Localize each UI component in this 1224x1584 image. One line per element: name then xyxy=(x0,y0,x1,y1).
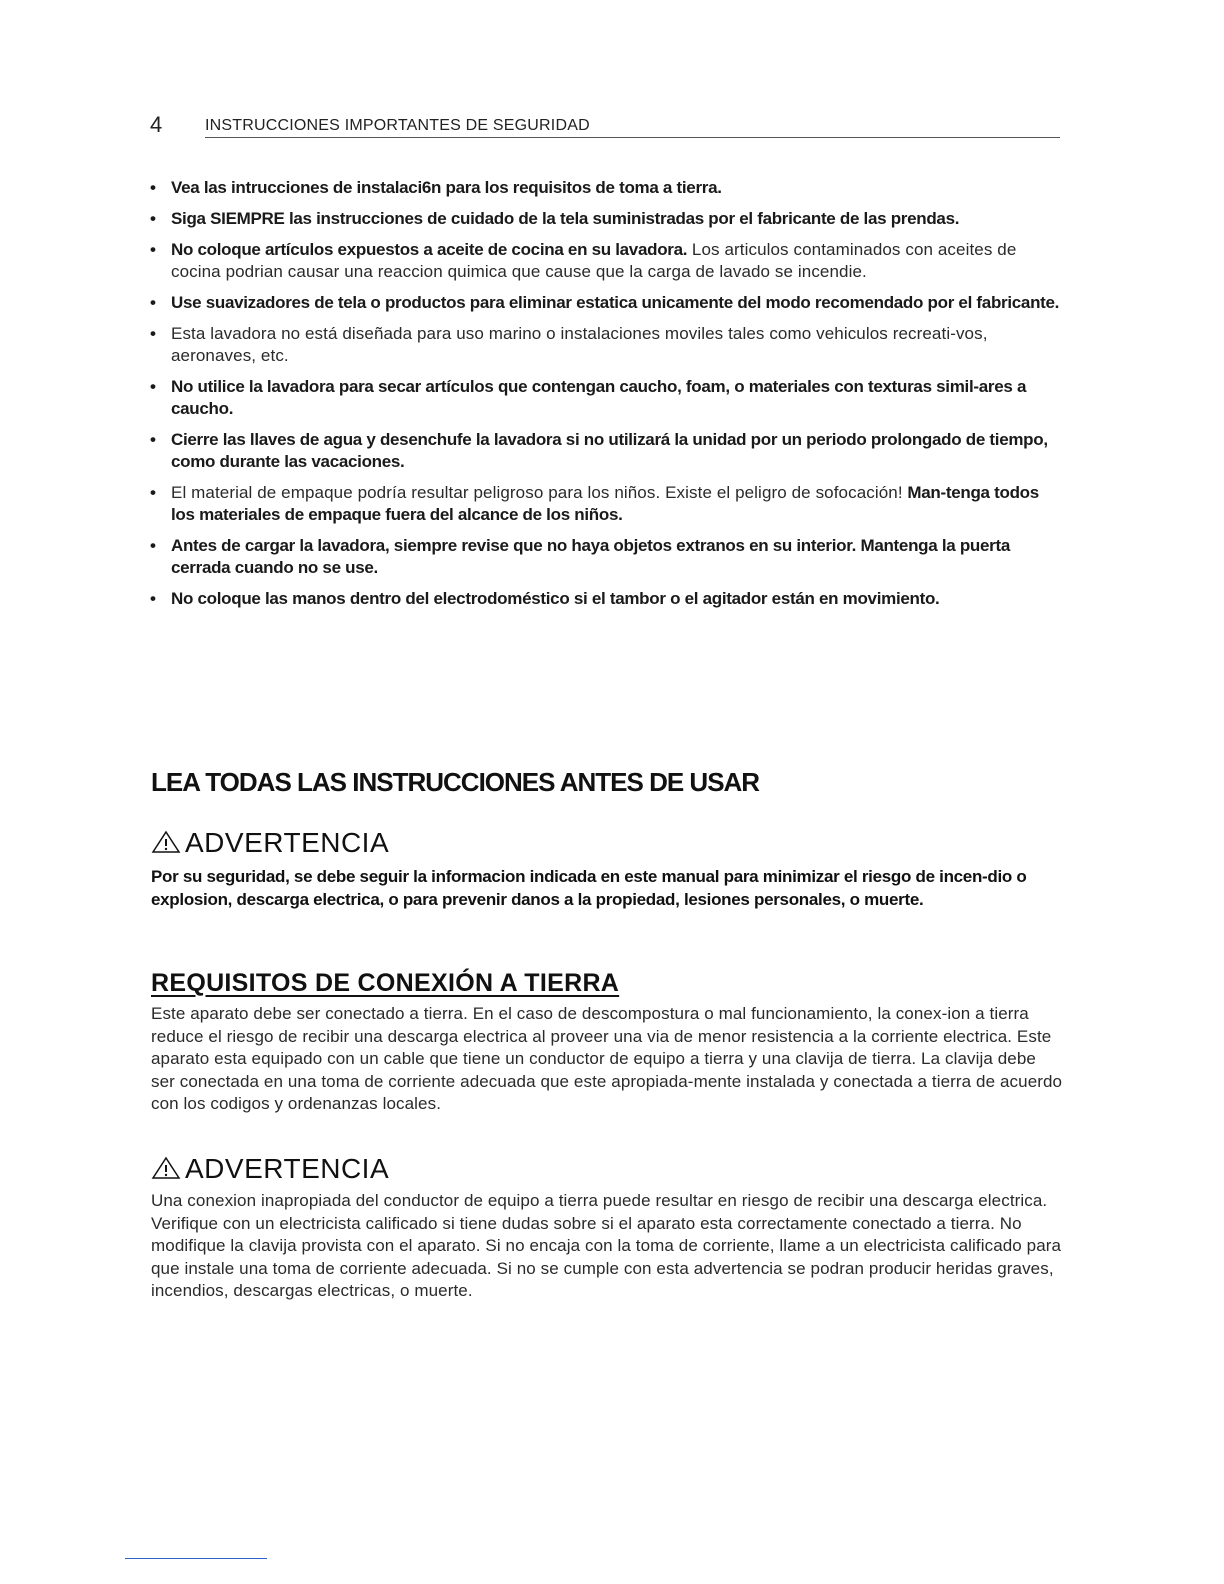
footer-rule xyxy=(125,1558,267,1559)
bullet-bold-text: No utilice la lavadora para secar artículos que contengan caucho, foam, o materiales con texturas simil-ares a caucho. xyxy=(171,377,1027,418)
bullet-icon: • xyxy=(150,324,156,343)
safety-bullet-list xyxy=(150,177,1062,619)
bullet-icon: • xyxy=(150,240,156,259)
bullet-normal-text: Esta lavadora no está diseñada para uso marino o instalaciones moviles tales como vehiculos recreati-vos, aeronaves, etc. xyxy=(171,324,988,365)
warning-text: Por su seguridad, se debe seguir la informacion indicada en este manual para minimizar el riesgo de incen-dio o explosion, descarga electrica, o para prevenir danos a la propiedad, lesiones personales, o muerte. xyxy=(151,867,1027,909)
header-title: INSTRUCCIONES IMPORTANTES DE SEGURIDAD xyxy=(205,117,590,134)
bullet-icon: • xyxy=(150,430,156,449)
warning-title-text: ADVERTENCIA xyxy=(185,1153,390,1184)
warning-text: Una conexion inapropiada del conductor de equipo a tierra puede resultar en riesgo de recibir una descarga electrica. Verifique con un electricista calificado si tiene dudas sobre si el aparato esta correctamente conectado a tierra. No modifique la clavija provista con el aparato. Si no encaja con la toma de corriente, llame a un electricista calificado para que instale una toma de corriente adecuada. Si no se cumple con esta advertencia se podran producir heridas graves, incendios, descargas electricas, o muerte. xyxy=(151,1191,1062,1300)
bullet-icon: • xyxy=(150,483,156,502)
warning-title xyxy=(151,1152,389,1186)
bullet-bold-text: No coloque las manos dentro del electrodoméstico si el tambor o el agitador están en movimiento. xyxy=(171,589,940,608)
list-item xyxy=(150,208,1062,230)
bullet-icon: • xyxy=(150,589,156,608)
warning-triangle-icon xyxy=(151,828,181,852)
bullet-bold-text: Cierre las llaves de agua y desenchufe la lavadora si no utilizará la unidad por un periodo prolongado de tiempo, como durante las vacaciones. xyxy=(171,430,1048,471)
bullet-bold-text: No coloque artículos expuestos a aceite de cocina en su lavadora. xyxy=(171,240,688,259)
section-heading: LEA TODAS LAS INSTRUCCIONES ANTES DE USAR xyxy=(151,767,760,797)
list-item xyxy=(150,482,1062,526)
list-item xyxy=(150,588,1062,610)
warning-title xyxy=(151,826,389,860)
bullet-icon: • xyxy=(150,377,156,396)
list-item xyxy=(150,535,1062,579)
bullet-icon: • xyxy=(150,209,156,228)
list-item xyxy=(150,429,1062,473)
list-item xyxy=(150,376,1062,420)
list-item xyxy=(150,292,1062,314)
bullet-bold-text: Siga SIEMPRE las instrucciones de cuidado de la tela suministradas por el fabricante de las prendas. xyxy=(171,209,960,228)
page-number: 4 xyxy=(150,112,163,137)
list-item xyxy=(150,239,1062,283)
bullet-icon: • xyxy=(150,536,156,555)
grounding-text: Este aparato debe ser conectado a tierra. En el caso de descompostura o mal funcionamiento, la conex-ion a tierra reduce el riesgo de recibir una descarga electrica al proveer una via de menor resistencia a la corriente electrica. Este aparato esta equipado con un cable que tiene un conductor de equipo a tierra y una clavija de tierra. La clavija debe ser conectada en una toma de corriente adecuada que este apropiada-mente instalada y conectada a tierra de acuerdo con los codigos y ordenanzas locales. xyxy=(151,1004,1063,1113)
list-item xyxy=(150,323,1062,367)
warning-title-text: ADVERTENCIA xyxy=(185,827,390,858)
bullet-bold-text: Antes de cargar la lavadora, siempre revise que no haya objetos extranos en su interior. Mantenga la puerta cerrada cuando no se use. xyxy=(171,536,1010,577)
bullet-icon: • xyxy=(150,293,156,312)
grounding-heading: REQUISITOS DE CONEXIÓN A TIERRA xyxy=(151,969,620,997)
warning-triangle-icon xyxy=(151,1154,181,1178)
list-item xyxy=(150,177,1062,199)
bullet-bold-text: Vea las intrucciones de instalaci6n para los requisitos de toma a tierra. xyxy=(171,178,722,197)
bullet-bold-text: Use suavizadores de tela o productos para eliminar estatica unicamente del modo recomendado por el fabricante. xyxy=(171,293,1060,312)
bullet-normal-text: Los articulos contaminados con aceites de cocina podrian causar una reaccion quimica que cause que la carga de lavado se incendie. xyxy=(171,240,1017,281)
header-rule xyxy=(205,137,1060,138)
bullet-normal-text: El material de empaque podría resultar peligroso para los niños. Existe el peligro de sofocación! xyxy=(171,483,903,502)
bullet-icon: • xyxy=(150,178,156,197)
page-header xyxy=(150,112,1060,140)
bullet-bold-text: Man-tenga todos los materiales de empaque fuera del alcance de los niños. xyxy=(171,483,1039,524)
